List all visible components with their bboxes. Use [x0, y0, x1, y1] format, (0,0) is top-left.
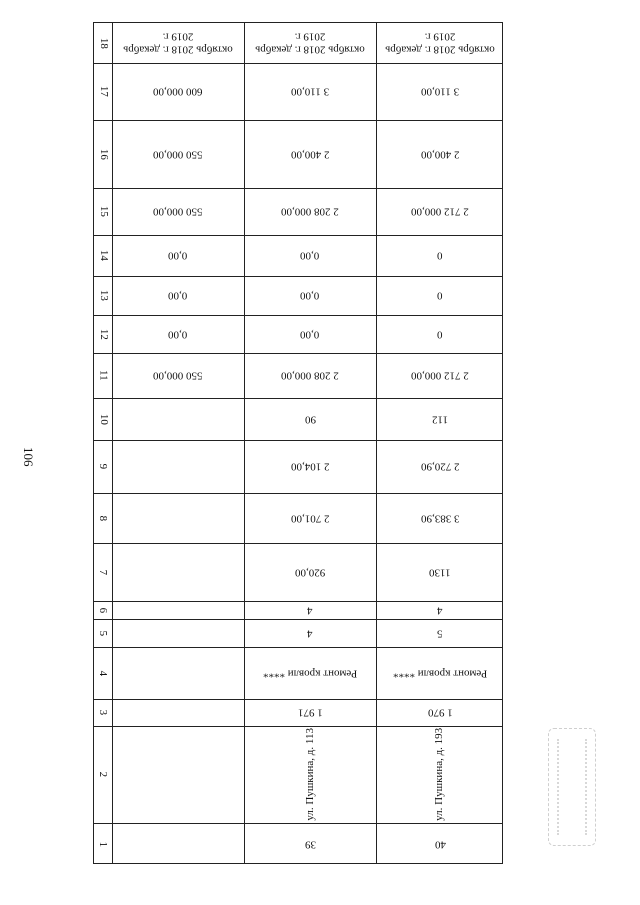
table-cell: 4: [437, 604, 443, 617]
column-number-cell: 2: [97, 771, 110, 778]
table-cell: 0,00: [300, 328, 320, 341]
table-cell: 0: [437, 289, 443, 302]
table-cell: 600 000,00: [153, 85, 203, 98]
data-table: [93, 22, 503, 864]
table-cell: 1 971: [297, 706, 323, 719]
table-cell: [112, 699, 244, 726]
table-cell: [112, 726, 244, 823]
table-cell: 1 970: [427, 706, 453, 719]
table-cell: 0,00: [300, 249, 320, 262]
table-cell: 550 000,00: [153, 369, 203, 382]
column-number-cell: 14: [97, 249, 110, 261]
table-cell: 90: [304, 413, 316, 426]
table-cell: 0: [437, 328, 443, 341]
column-number-cell: 8: [97, 515, 110, 521]
table-cell: [112, 543, 244, 601]
table-cell: 2 104,00: [290, 460, 330, 473]
table-cell: 550 000,00: [153, 148, 203, 161]
table-cell: 550 000,00: [153, 205, 203, 218]
table-cell: 1130: [429, 566, 451, 579]
table-cell: 0,00: [168, 328, 188, 341]
faint-stamp-mark: [548, 728, 596, 846]
column-number-cell: 10: [97, 413, 110, 425]
column-number-cell: 1: [97, 841, 110, 847]
column-number-cell: 18: [97, 37, 110, 49]
table-cell: 2 400,00: [290, 148, 330, 161]
column-number-cell: 5: [97, 630, 110, 636]
table-cell: 2 720,90: [420, 460, 460, 473]
table-cell: 40: [434, 838, 446, 851]
column-number-cell: 9: [97, 463, 110, 470]
table-cell: октябрь 2018 г. декабрь 2019 г.: [123, 31, 233, 56]
table-cell: 4: [307, 604, 313, 617]
table-cell: 39: [304, 838, 316, 851]
table-cell: [112, 493, 244, 543]
column-number-cell: 11: [97, 370, 110, 381]
table-cell: [112, 619, 244, 647]
page-number: 106: [21, 447, 36, 467]
table-cell: 2 208 000,00: [281, 369, 339, 382]
table-cell: Ремонт кровли ****: [262, 667, 358, 680]
table-cell: 0,00: [300, 289, 320, 302]
table-cell: 3 110,00: [420, 85, 460, 98]
table-cell: [112, 601, 244, 619]
table-cell: ул. Пушкина, д. 193: [433, 727, 446, 822]
table-cell: октябрь 2018 г. декабрь 2019 г.: [385, 31, 495, 56]
table-cell: [112, 398, 244, 440]
table-cell: 3 383,90: [420, 512, 460, 525]
table-cell: 2 208 000,00: [281, 205, 339, 218]
table-cell: 0: [437, 249, 443, 262]
table-cell: ул. Пушкина, д. 113: [303, 728, 316, 821]
table-cell: 2 400,00: [420, 148, 460, 161]
table-cell: 920,00: [294, 566, 326, 579]
column-number-cell: 12: [97, 328, 110, 340]
table-cell: 2 712 000,00: [411, 369, 469, 382]
column-number-cell: 16: [97, 148, 110, 160]
column-number-cell: 6: [97, 607, 110, 613]
column-number-cell: 4: [97, 670, 110, 676]
table-cell: [112, 823, 244, 865]
table-cell: 0,00: [168, 289, 188, 302]
table-cell: 0,00: [168, 249, 188, 262]
table-cell: Ремонт кровли ****: [392, 667, 488, 680]
table-cell: октябрь 2018 г. декабрь 2019 г.: [255, 31, 365, 56]
column-number-cell: 7: [97, 569, 110, 575]
column-number-cell: 17: [97, 85, 110, 97]
column-number-cell: 15: [97, 205, 110, 217]
table-cell: 2 701,00: [290, 512, 330, 525]
table-cell: [112, 647, 244, 699]
table-cell: 4: [307, 627, 313, 640]
column-number-cell: 3: [97, 709, 110, 716]
table-cell: 2 712 000,00: [411, 205, 469, 218]
table-cell: 112: [431, 413, 449, 426]
table-cell: [112, 440, 244, 493]
table-cell: 3 110,00: [290, 85, 330, 98]
column-number-cell: 13: [97, 289, 110, 301]
table-cell: 5: [437, 627, 443, 640]
